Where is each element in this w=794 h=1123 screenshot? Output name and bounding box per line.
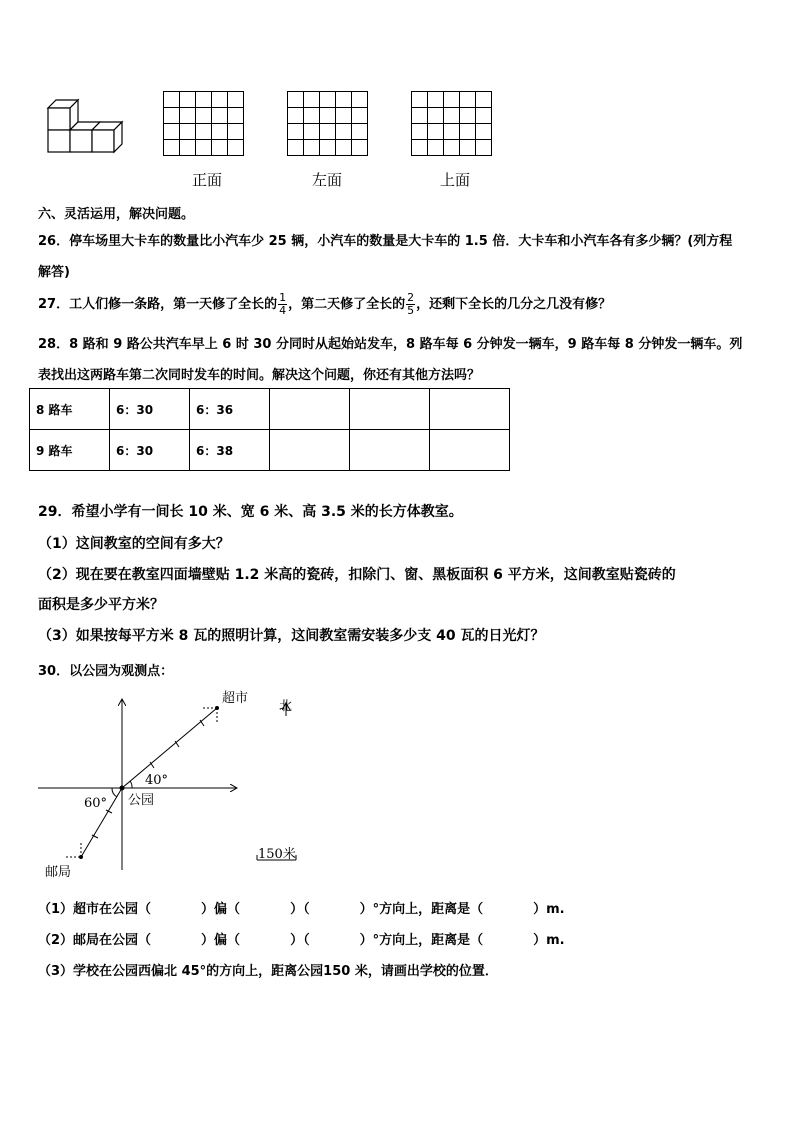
table-cell-blank[interactable] (430, 430, 510, 471)
table-cell-blank[interactable] (350, 389, 430, 430)
front-view-label: 正面 (191, 171, 222, 189)
q30-sub1: （1）超市在公园（ ）偏（ ）（ ）°方向上，距离是（ ）m. (38, 902, 565, 917)
top-view-label: 上面 (439, 171, 470, 189)
table-cell: 6：36 (190, 389, 270, 430)
supermarket-point (215, 706, 219, 710)
q29-part1: （1）这间教室的空间有多大？ (38, 536, 230, 552)
q27-part3: ，还剩下全长的几分之几没有修？ (416, 297, 612, 312)
q26-line2: 解答) (38, 265, 70, 280)
q29-part2a: （2）现在要在教室四面墙壁贴 1.2 米高的瓷砖，扣除门、窗、黑板面积 6 平方米，这间教室贴瓷砖的 (38, 567, 676, 583)
table-cell-blank[interactable] (430, 389, 510, 430)
front-view-grid[interactable] (163, 91, 244, 156)
left-view-grid[interactable] (287, 91, 368, 156)
post-office-label: 邮局 (45, 865, 72, 880)
q29-part2b: 面积是多少平方米？ (38, 597, 164, 613)
table-cell-blank[interactable] (270, 430, 350, 471)
park-origin-point (120, 786, 125, 791)
bus-schedule-table (29, 388, 510, 471)
fraction-two-fifths: $\frac{2}{5}$ (407, 291, 415, 317)
table-cell-blank[interactable] (350, 430, 430, 471)
direction-diagram (0, 680, 320, 880)
q27-part2: ，第二天修了全长的 (288, 297, 406, 312)
angle-60-label: 60° (84, 796, 108, 811)
post-office-point (79, 855, 83, 859)
q30-sub2: （2）邮局在公园（ ）偏（ ）（ ）°方向上，距离是（ ）m. (38, 933, 565, 948)
q27-question (38, 290, 611, 320)
q28-line1: 28．8 路和 9 路公共汽车早上 6 时 30 分同时从起始站发车，8 路车每 6 分钟发一辆车，9 路车每 8 分钟发一辆车。列 (38, 337, 743, 352)
q29-part3: （3）如果按每平方米 8 瓦的照明计算，这间教室需安装多少支 40 瓦的日光灯？ (38, 628, 545, 644)
q28-line2: 表找出这两路车第二次同时发车的时间。解决这个问题，你还有其他方法吗？ (38, 368, 481, 383)
section-heading: 六、灵活运用，解决问题。 (38, 207, 195, 222)
q30-intro: 30．以公园为观测点： (38, 664, 174, 679)
angle-40-label: 40° (145, 773, 169, 788)
table-cell: 8 路车 (30, 389, 110, 430)
table-row (30, 389, 510, 430)
q26-line1: 26．停车场里大卡车的数量比小汽车少 25 辆，小汽车的数量是大卡车的 1.5 倍．大卡车和小汽车各有多少辆？(列方程 (38, 234, 733, 249)
table-row (30, 430, 510, 471)
table-cell: 6：38 (190, 430, 270, 471)
cube-stack-figure (40, 92, 130, 160)
top-view-grid[interactable] (411, 91, 492, 156)
table-cell-blank[interactable] (270, 389, 350, 430)
north-label: 北 (279, 699, 293, 714)
park-label: 公园 (128, 793, 155, 808)
q29-intro: 29．希望小学有一间长 10 米、宽 6 米、高 3.5 米的长方体教室。 (38, 504, 463, 520)
q27-part1: 27．工人们修一条路，第一天修了全长的 (38, 297, 278, 312)
line-to-supermarket (122, 708, 217, 788)
q30-sub3: （3）学校在公园西偏北 45°的方向上，距离公园150 米，请画出学校的位置． (38, 964, 498, 979)
fraction-one-quarter: $\frac{1}{4}$ (279, 291, 287, 317)
left-view-label: 左面 (311, 171, 342, 189)
scale-label: 150米 (258, 847, 296, 862)
table-cell: 6：30 (110, 430, 190, 471)
table-cell: 9 路车 (30, 430, 110, 471)
table-cell: 6：30 (110, 389, 190, 430)
supermarket-label: 超市 (222, 691, 249, 706)
